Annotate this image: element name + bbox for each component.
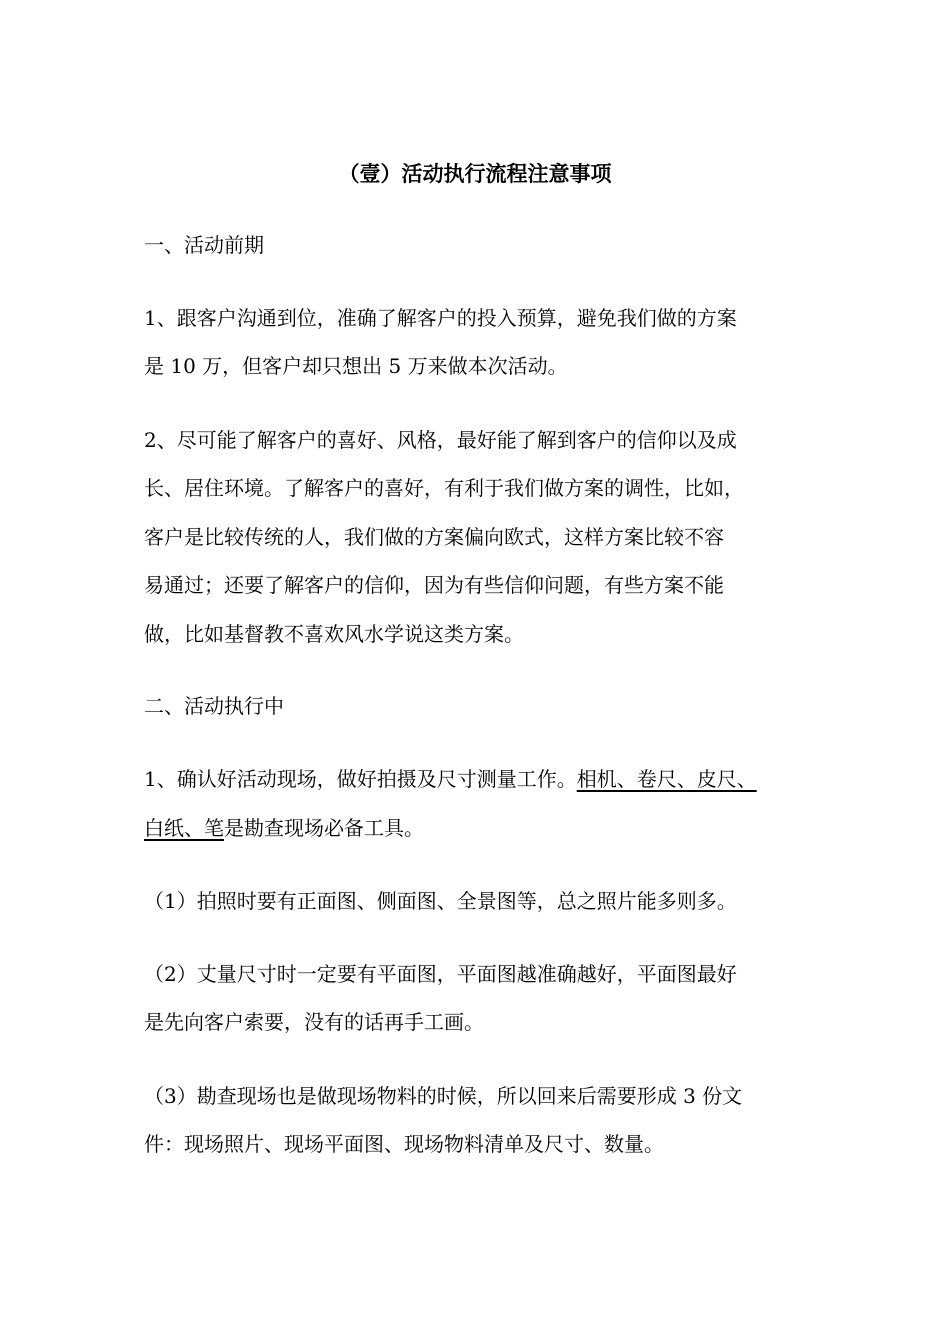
section-heading-during-event: 二、活动执行中	[144, 694, 284, 718]
paragraph-line: 1、跟客户沟通到位，准确了解客户的投入预算，避免我们做的方案	[144, 306, 737, 330]
paragraph-line: 2、尽可能了解客户的喜好、风格，最好能了解到客户的信仰以及成	[144, 428, 737, 452]
paragraph-line	[144, 812, 424, 844]
paragraph-line: 易通过；还要了解客户的信仰，因为有些信仰问题，有些方案不能	[144, 573, 724, 597]
paragraph-line: 客户是比较传统的人，我们做的方案偏向欧式，这样方案比较不容	[144, 525, 724, 549]
paragraph-line	[144, 763, 757, 795]
paragraph-line: 是先向客户索要，没有的话再手工画。	[144, 1010, 484, 1034]
paragraph-text: 是勘查现场必备工具。	[224, 816, 424, 840]
paragraph-line: 长、居住环境。了解客户的喜好，有利于我们做方案的调性，比如，	[144, 476, 744, 500]
paragraph-line: （2）丈量尺寸时一定要有平面图，平面图越准确越好，平面图最好	[144, 962, 737, 986]
underlined-tools-text: 白纸、笔	[144, 816, 224, 840]
paragraph-line: （3）勘查现场也是做现场物料的时候，所以回来后需要形成 3 份文	[144, 1084, 743, 1108]
paragraph-line: 是 10 万，但客户却只想出 5 万来做本次活动。	[144, 354, 568, 378]
paragraph-line: 做，比如基督教不喜欢风水学说这类方案。	[144, 622, 524, 646]
underlined-tools-text: 相机、卷尺、皮尺、	[576, 767, 757, 791]
section-heading-pre-event: 一、活动前期	[144, 233, 264, 257]
document-title: （壹）活动执行流程注意事项	[338, 161, 612, 186]
paragraph-line: 件：现场照片、现场平面图、现场物料清单及尺寸、数量。	[144, 1132, 664, 1156]
paragraph-line: （1）拍照时要有正面图、侧面图、全景图等，总之照片能多则多。	[144, 889, 737, 913]
paragraph-text: 1、确认好活动现场，做好拍摄及尺寸测量工作。	[144, 767, 577, 791]
